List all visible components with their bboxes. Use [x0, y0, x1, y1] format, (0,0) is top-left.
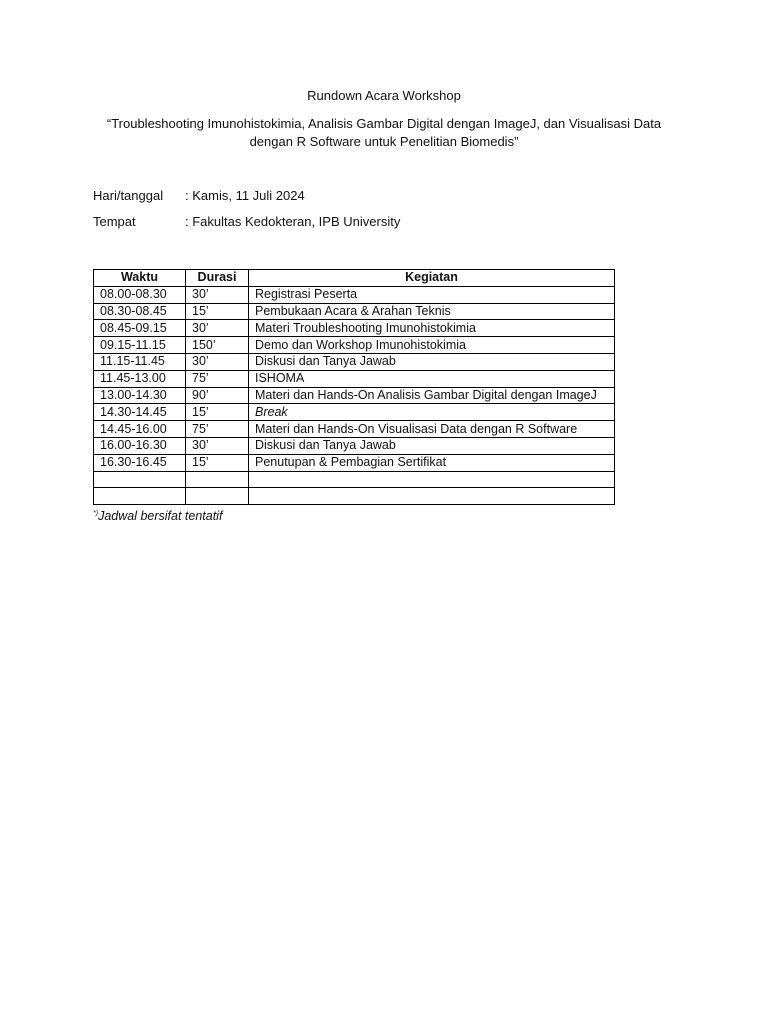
- cell-duration: 15’: [186, 454, 249, 471]
- cell-time: 14.45-16.00: [94, 421, 186, 438]
- table-row: [94, 454, 615, 471]
- cell-activity: [249, 488, 615, 505]
- table-row: [94, 286, 615, 303]
- cell-activity: Materi dan Hands-On Analisis Gambar Digital dengan ImageJ: [249, 387, 615, 404]
- cell-activity: Penutupan & Pembagian Sertifikat: [249, 454, 615, 471]
- cell-time: 16.30-16.45: [94, 454, 186, 471]
- cell-duration: 30’: [186, 320, 249, 337]
- cell-activity: Materi dan Hands-On Visualisasi Data dengan R Software: [249, 421, 615, 438]
- cell-time: 08.00-08.30: [94, 286, 186, 303]
- cell-activity: Registrasi Peserta: [249, 286, 615, 303]
- cell-activity: Pembukaan Acara & Arahan Teknis: [249, 303, 615, 320]
- date-value: : Kamis, 11 Juli 2024: [185, 188, 305, 203]
- cell-time: 09.15-11.15: [94, 337, 186, 354]
- table-row: [94, 404, 615, 421]
- table-row: [94, 387, 615, 404]
- cell-duration: 75’: [186, 421, 249, 438]
- cell-time: [94, 471, 186, 488]
- table-row: [94, 488, 615, 505]
- place-info-row: [93, 214, 400, 230]
- cell-time: 16.00-16.30: [94, 437, 186, 454]
- subtitle-line-1: “Troubleshooting Imunohistokimia, Analisis Gambar Digital dengan ImageJ, dan Visualisasi Data: [106, 116, 662, 131]
- cell-activity: [249, 471, 615, 488]
- date-label: Hari/tanggal: [93, 188, 164, 203]
- table-row: [94, 337, 615, 354]
- cell-activity: Demo dan Workshop Imunohistokimia: [249, 337, 615, 354]
- cell-time: 14.30-14.45: [94, 404, 186, 421]
- footnote-mark: *): [93, 509, 99, 517]
- cell-duration: 90’: [186, 387, 249, 404]
- table-row: [94, 421, 615, 438]
- cell-time: 11.15-11.45: [94, 353, 186, 370]
- table-row: [94, 320, 615, 337]
- cell-activity: ISHOMA: [249, 370, 615, 387]
- document-title: Rundown Acara Workshop: [307, 88, 461, 103]
- header-time: Waktu: [94, 270, 186, 287]
- table-row: [94, 471, 615, 488]
- date-info-row: [93, 188, 305, 204]
- cell-duration: 30’: [186, 353, 249, 370]
- table-row: [94, 353, 615, 370]
- cell-duration: 150’: [186, 337, 249, 354]
- cell-time: 13.00-14.30: [94, 387, 186, 404]
- cell-activity: Diskusi dan Tanya Jawab: [249, 353, 615, 370]
- cell-duration: 30’: [186, 286, 249, 303]
- workshop-subtitle: [84, 115, 684, 151]
- table-row: [94, 303, 615, 320]
- cell-activity: Diskusi dan Tanya Jawab: [249, 437, 615, 454]
- cell-activity: Materi Troubleshooting Imunohistokimia: [249, 320, 615, 337]
- cell-duration: [186, 471, 249, 488]
- table-row: [94, 370, 615, 387]
- cell-duration: 75’: [186, 370, 249, 387]
- cell-duration: [186, 488, 249, 505]
- table-row: [94, 437, 615, 454]
- schedule-table: [93, 269, 615, 505]
- cell-time: 11.45-13.00: [94, 370, 186, 387]
- cell-activity: Break: [249, 404, 615, 421]
- schedule-body: [94, 286, 615, 504]
- cell-time: 08.45-09.15: [94, 320, 186, 337]
- place-label: Tempat: [93, 214, 136, 229]
- cell-duration: 30’: [186, 437, 249, 454]
- cell-time: [94, 488, 186, 505]
- cell-time: 08.30-08.45: [94, 303, 186, 320]
- cell-duration: 15’: [186, 404, 249, 421]
- header-duration: Durasi: [186, 270, 249, 287]
- header-activity: Kegiatan: [249, 270, 615, 287]
- cell-duration: 15’: [186, 303, 249, 320]
- footnote-text: Jadwal bersifat tentatif: [98, 509, 223, 523]
- place-value: : Fakultas Kedokteran, IPB University: [185, 214, 401, 229]
- subtitle-line-2: dengan R Software untuk Penelitian Biomedis”: [249, 134, 519, 149]
- footnote: [93, 508, 222, 524]
- schedule-header-row: [94, 270, 615, 287]
